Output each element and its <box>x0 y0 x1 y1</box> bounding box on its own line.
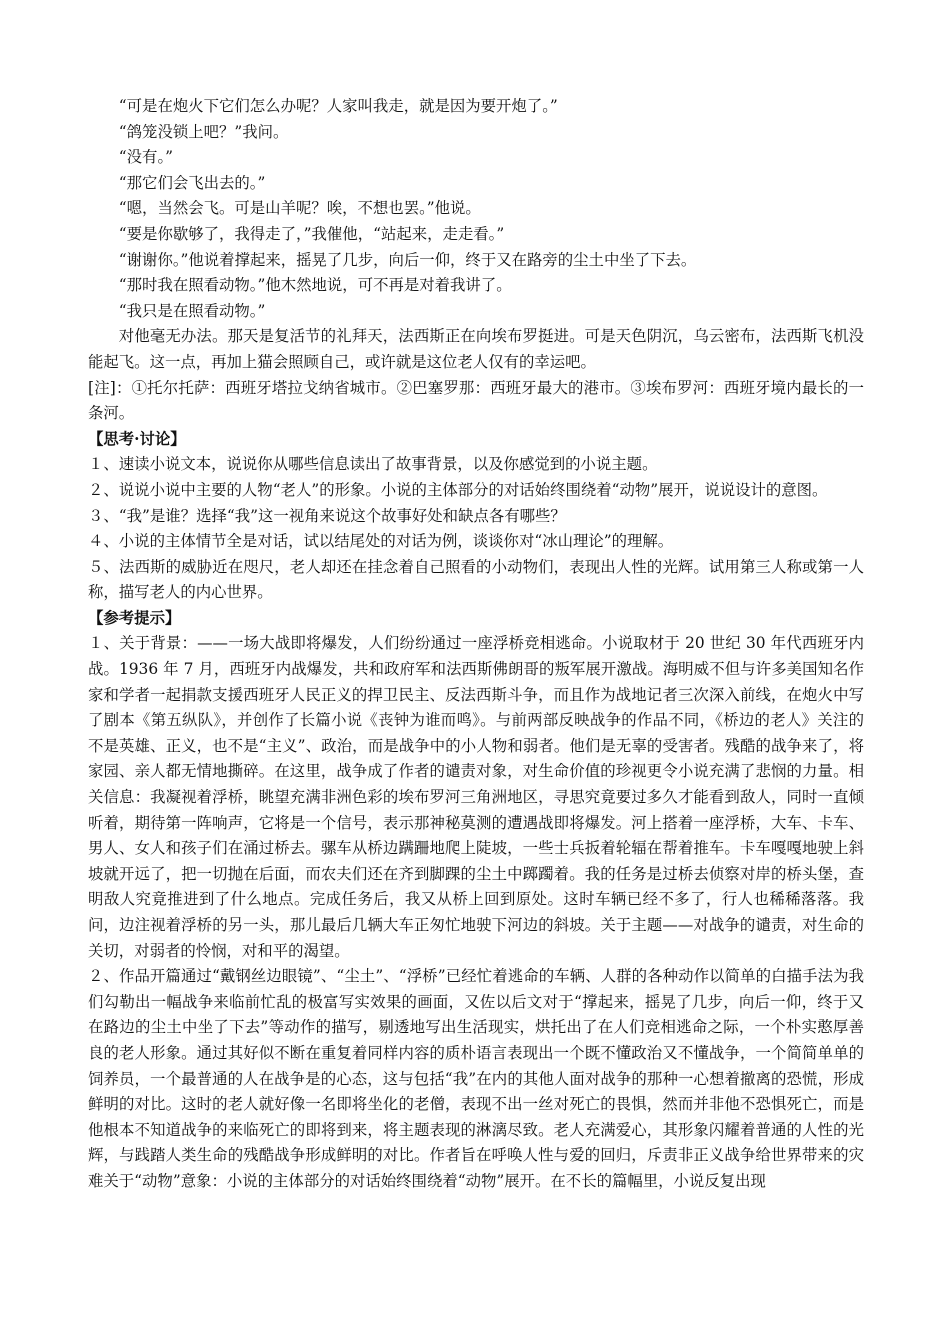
discussion-item: ５、法西斯的威胁近在咫尺，老人却还在挂念着自己照看的小动物们，表现出人性的光辉。试用第三人称或第一人称，描写老人的内心世界。 <box>88 557 864 602</box>
footnote: [注]：①托尔托萨：西班牙塔拉戈纳省城市。②巴塞罗那：西班牙最大的港市。③埃布罗河：西班牙境内最长的一条河。 <box>88 378 864 423</box>
dialogue-line: “要是你歇够了，我得走了，”我催他，“站起来，走走看。” <box>118 224 505 243</box>
reference-item: １、关于背景：——一场大战即将爆发，人们纷纷通过一座浮桥竞相逃命。小说取材于 20 世纪 30 年代西班牙内战。1936 年 7 月，西班牙内战爆发，共和政府军和法西斯佛朗哥的叛军展开激战。海明威不但与许多美国知名作家和学者一起捐款支援西班牙人民正义的捍卫民主、反法西斯斗争，而且作为战地记者三次深入前线，在炮火中写了剧本《第五纵队》，并创作了长篇小说《丧钟为谁而鸣》。与前两部反映战争的作品不同，《桥边的老人》关注的不是英雄、正义，也不是“主义”、政治，而是战争中的小人物和弱者。他们是无辜的受害者。残酷的战争来了，将家园、亲人都无情地撕碎。在这里，战争成了作者的谴责对象，对生命价值的珍视更令小说充满了悲悯的力量。相关信息：我凝视着浮桥，眺望充满非洲色彩的埃布罗河三角洲地区，寻思究竟要过多久才能看到敌人，同时一直倾听着，期待第一阵响声，它将是一个信号，表示那神秘莫测的遭遇战即将爆发。河上搭着一座浮桥，大车、卡车、男人、女人和孩子们在涌过桥去。骡车从桥边蹒跚地爬上陡坡，一些士兵扳着轮辐在帮着推车。卡车嘎嘎地驶上斜坡就开远了，把一切抛在后面，而农夫们还在齐到脚踝的尘土中踯躅着。我的任务是过桥去侦察对岸的桥头堡，查明敌人究竟推进到了什么地点。完成任务后，我又从桥上回到原处。这时车辆已经不多了，行人也稀稀落落。我问，边注视着浮桥的另一头，那儿最后几辆大车正匆忙地驶下河边的斜坡。关于主题——对战争的谴责，对生命的关切，对弱者的怜悯，对和平的渴望。 <box>88 634 864 960</box>
dialogue-line: “我只是在照看动物。” <box>118 301 266 320</box>
discussion-item: ４、小说的主体情节全是对话，试以结尾处的对话为例，谈谈你对“冰山理论”的理解。 <box>88 532 674 551</box>
discussion-item: ２、说说小说中主要的人物“老人”的形象。小说的主体部分的对话始终围绕着“动物”展开，说说设计的意图。 <box>88 480 828 499</box>
dialogue-line: “没有。” <box>118 148 174 167</box>
reference-item: ２、作品开篇通过“戴钢丝边眼镜”、“尘土”、“浮桥”已经忙着逃命的车辆、人群的各种动作以简单的白描手法为我们勾勒出一幅战争来临前忙乱的极富写实效果的画面，又佐以后文对于“撑起来，摇晃了几步，向后一仰，终于又在路边的尘土中坐了下去”等动作的描写，剔透地写出生活现实，烘托出了在人们竞相逃命之际，一个朴实憨厚善良的老人形象。通过其好似不断在重复着同样内容的质朴语言表现出一个既不懂政治又不懂战争，一个简简单单的饲养员，一个最普通的人在战争是的心态，这与包括“我”在内的其他人面对战争的那种一心想着撤离的恐慌，形成鲜明的对比。这时的老人就好像一名即将坐化的老僧，表现不出一丝对死亡的畏惧，然而并非他不恐惧死亡，而是他根本不知道战争的来临死亡的即将到来，将主题表现的淋漓尽致。老人充满爱心，其形象闪耀着普通的人性的光辉，与践踏人类生命的残酷战争形成鲜明的对比。作者旨在呼唤人性与爱的回归，斥责非正义战争给世界带来的灾难关于“动物”意象：小说的主体部分的对话始终围绕着“动物”展开。在不长的篇幅里，小说反复出现 <box>88 967 864 1190</box>
dialogue-line: “谢谢你。”他说着撑起来，摇晃了几步，向后一仰，终于又在路旁的尘土中坐了下去。 <box>118 250 697 269</box>
closing-paragraph: 对他毫无办法。那天是复活节的礼拜天，法西斯正在向埃布罗挺进。可是天色阴沉，乌云密布，法西斯飞机没能起飞。这一点，再加上猫会照顾自己，或许就是这位老人仅有的幸运吧。 <box>88 327 864 371</box>
dialogue-line: “鸽笼没锁上吧？”我问。 <box>118 122 289 141</box>
dialogue-line: “可是在炮火下它们怎么办呢？人家叫我走，就是因为要开炮了。” <box>118 97 558 115</box>
dialogue-line: “那时我在照看动物。”他木然地说，可不再是对着我讲了。 <box>118 276 512 295</box>
reference-heading: 【参考提示】 <box>88 608 181 627</box>
discussion-heading: 【思考·讨论】 <box>88 429 186 448</box>
discussion-item: １、速读小说文本，说说你从哪些信息读出了故事背景，以及你感觉到的小说主题。 <box>88 455 658 474</box>
discussion-item: ３、“我”是谁？选择“我”这一视角来说这个故事好处和缺点各有哪些？ <box>88 506 566 525</box>
dialogue-line: “那它们会飞出去的。” <box>118 173 266 192</box>
document-page <box>88 94 864 1195</box>
dialogue-line: “嗯，当然会飞。可是山羊呢？唉，不想也罢。”他说。 <box>118 199 481 218</box>
